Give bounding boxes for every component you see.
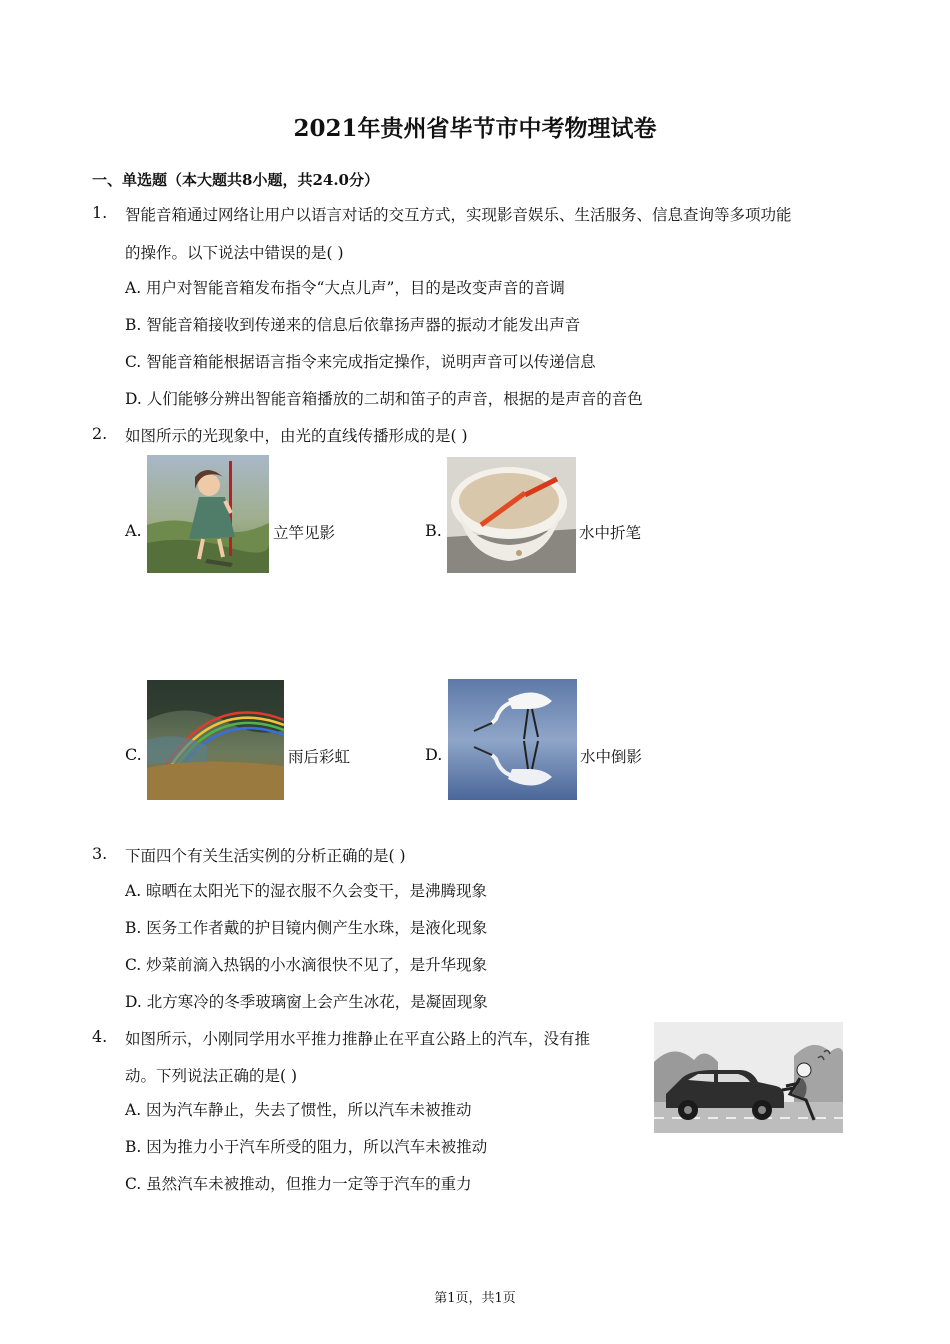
question-1-option-c: C. 智能音箱能根据语言指令来完成指定操作，说明声音可以传递信息 <box>125 353 596 371</box>
question-3-option-c: C. 炒菜前滴入热锅的小水滴很快不见了，是升华现象 <box>125 956 488 974</box>
question-1-option-d: D. 人们能够分辨出智能音箱播放的二胡和笛子的声音，根据的是声音的音色 <box>125 390 643 408</box>
section-heading: 一、单选题（本大题共8小题，共24.0分） <box>92 171 379 189</box>
question-2-stem: 如图所示的光现象中，由光的直线传播形成的是( ) <box>125 427 468 445</box>
question-2-choice-b-label: B. <box>425 521 442 540</box>
question-4-stem-line1: 如图所示，小刚同学用水平推力推静止在平直公路上的汽车，没有推 <box>125 1030 591 1048</box>
question-3-option-b: B. 医务工作者戴的护目镜内侧产生水珠，是液化现象 <box>125 919 488 937</box>
question-4-option-a: A. 因为汽车静止，失去了惯性，所以汽车未被推动 <box>125 1101 472 1119</box>
question-1-stem-line2: 的操作。以下说法中错误的是( ) <box>125 244 344 262</box>
question-3-stem: 下面四个有关生活实例的分析正确的是( ) <box>125 847 406 865</box>
question-1-number: 1. <box>92 203 108 222</box>
question-2-number: 2. <box>92 424 108 443</box>
question-2-choice-a-label: A. <box>125 521 142 540</box>
question-2-choice-c-label: C. <box>125 745 142 764</box>
egret-reflection-image <box>448 679 577 800</box>
question-3-option-d: D. 北方寒冷的冬季玻璃窗上会产生冰花，是凝固现象 <box>125 993 488 1011</box>
question-4-stem-line2: 动。下列说法正确的是( ) <box>125 1067 298 1085</box>
question-2-choice-d-label: D. <box>425 745 443 764</box>
page-title: 2021年贵州省毕节市中考物理试卷 <box>293 115 657 142</box>
question-3-option-a: A. 晾晒在太阳光下的湿衣服不久会变干，是沸腾现象 <box>125 882 488 900</box>
question-4-option-b: B. 因为推力小于汽车所受的阻力，所以汽车未被推动 <box>125 1138 488 1156</box>
question-1-option-b: B. 智能音箱接收到传递来的信息后依靠扬声器的振动才能发出声音 <box>125 316 581 334</box>
question-2-choice-c-caption: 雨后彩虹 <box>288 748 351 766</box>
page-footer: 第1页，共1页 <box>434 1291 516 1306</box>
girl-with-pole-image <box>147 455 269 573</box>
rainbow-image <box>147 680 284 800</box>
question-2-choice-d-caption: 水中倒影 <box>580 748 643 766</box>
question-1-stem-line1: 智能音箱通过网络让用户以语言对话的交互方式，实现影音娱乐、生活服务、信息查询等多项功能 <box>125 206 792 224</box>
boy-pushing-car-image <box>654 1022 843 1133</box>
question-4-option-c: C. 虽然汽车未被推动，但推力一定等于汽车的重力 <box>125 1175 472 1193</box>
question-2-choice-a-caption: 立竿见影 <box>273 524 336 542</box>
question-2-choice-b-caption: 水中折笔 <box>579 524 642 542</box>
pencil-in-bowl-image <box>447 457 576 573</box>
question-4-number: 4. <box>92 1027 108 1046</box>
question-3-number: 3. <box>92 844 108 863</box>
question-1-option-a: A. 用户对智能音箱发布指令“大点儿声”，目的是改变声音的音调 <box>125 279 565 297</box>
